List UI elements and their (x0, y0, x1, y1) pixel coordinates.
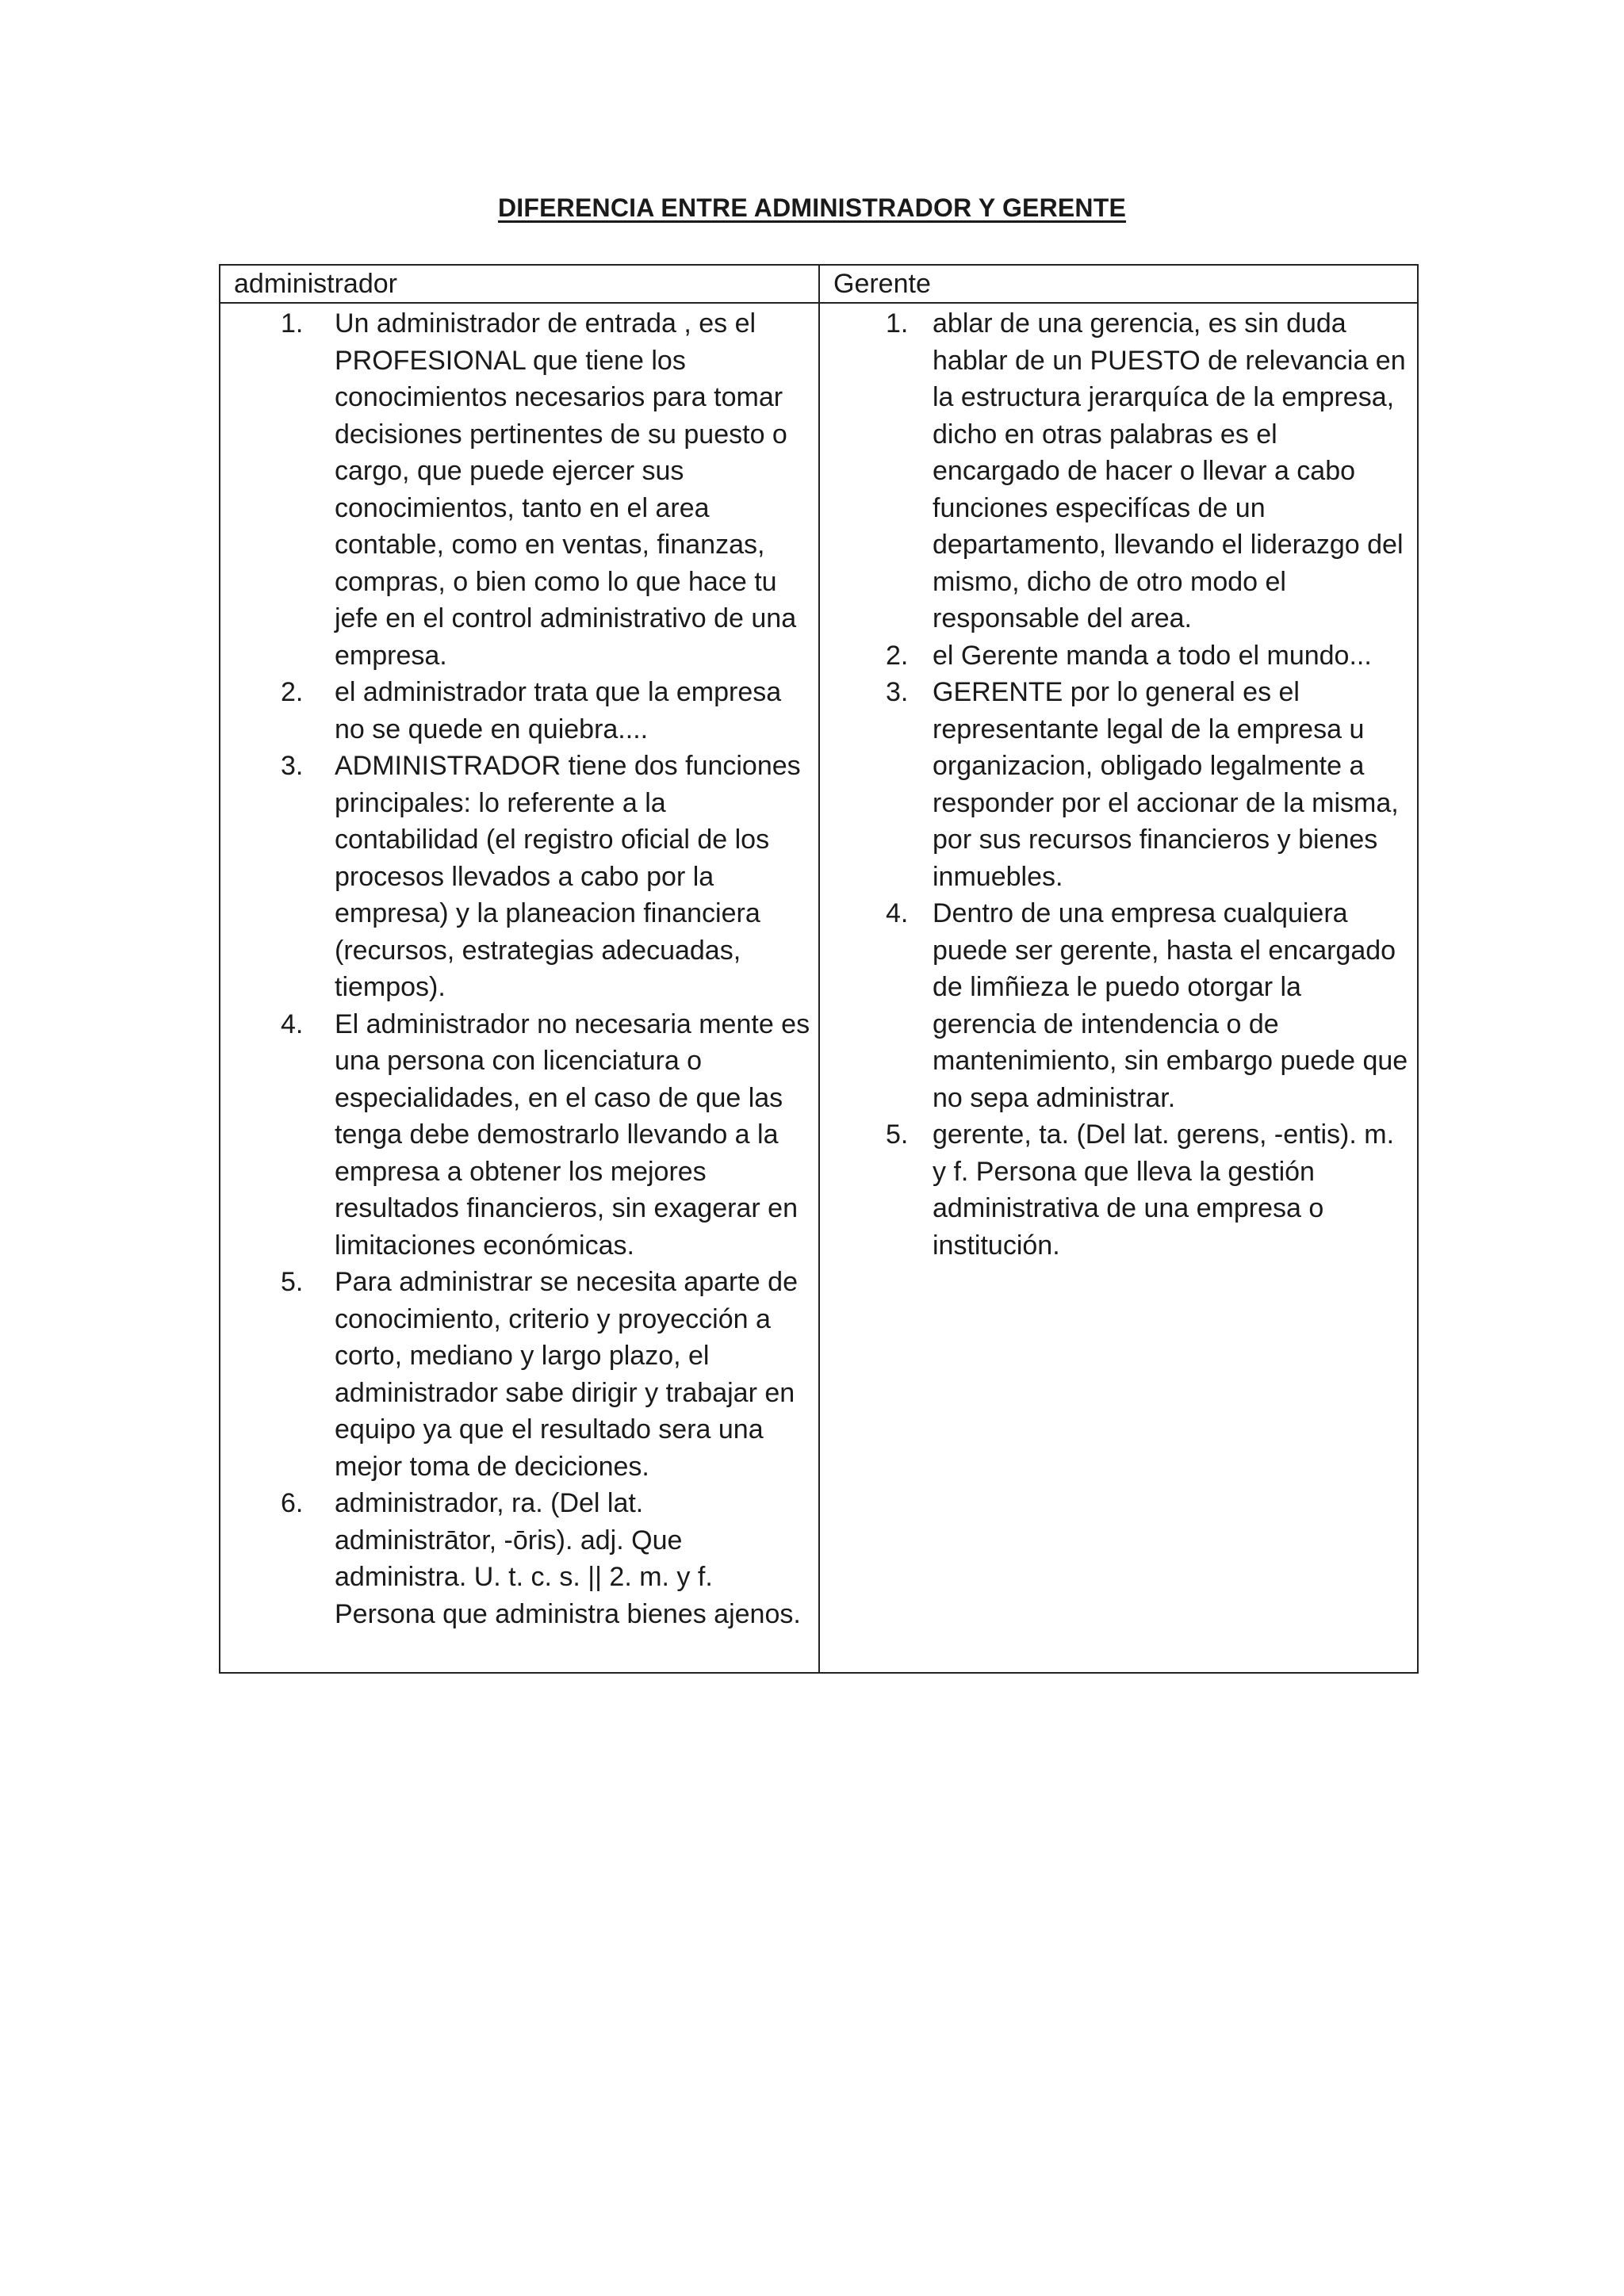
list-number: 4. (886, 898, 909, 928)
list-number: 2. (886, 640, 909, 671)
list-item-text: GERENTE por lo general es el representante legal de la empresa u organizacion, obligado legalmente a responder por el accionar de la misma, por sus recursos financieros y bienes inmuebles. (933, 677, 1399, 892)
list-item (820, 305, 1411, 637)
list-item-text: ADMINISTRADOR tiene dos funciones principales: lo referente a la contabilidad (el registro oficial de los procesos llevados a cabo por la empresa) y la planeacion financiera (recursos, estrategias adecuadas, tiempos). (335, 751, 801, 1002)
table-body-row (220, 303, 1418, 1673)
list-item-text: gerente, ta. (Del lat. gerens, -entis). m. y f. Persona que lleva la gestión administrativa de una empresa o institución. (933, 1119, 1395, 1261)
table-header-row (220, 265, 1418, 303)
list-number: 1. (281, 308, 304, 339)
document-title: DIFERENCIA ENTRE ADMINISTRADOR Y GERENTE (497, 193, 1127, 222)
list-item (220, 674, 812, 748)
list-item (220, 748, 812, 1006)
list-item (220, 1485, 812, 1632)
list-number: 5. (281, 1267, 304, 1297)
list-item (820, 674, 1411, 895)
list-number: 3. (281, 751, 304, 781)
list-item (820, 1116, 1411, 1264)
list-item (220, 1006, 812, 1265)
list-item (820, 637, 1411, 675)
administrador-cell (220, 303, 819, 1673)
list-number: 4. (281, 1008, 304, 1039)
list-item-text: administrador, ra. (Del lat. administrātor, -ōris). adj. Que administra. U. t. c. s. || 2. m. y f. Persona que administra bienes ajenos. (335, 1488, 801, 1629)
column-header-gerente: Gerente (819, 265, 1418, 303)
list-number: 3. (886, 677, 909, 707)
list-item-text: Dentro de una empresa cualquiera puede ser gerente, hasta el encargado de limñieza le puedo otorgar la gerencia de intendencia o de mantenimiento, sin embargo puede que no sepa administrar. (933, 898, 1408, 1113)
gerente-cell (819, 303, 1418, 1673)
list-item (220, 305, 812, 674)
list-item-text: el Gerente manda a todo el mundo... (933, 640, 1372, 671)
list-item-text: Un administrador de entrada , es el PROFESIONAL que tiene los conocimientos necesarios para tomar decisiones pertinentes de su puesto o cargo, que puede ejercer sus conocimientos, tanto en el area contable, como en ventas, finanzas, compras, o bien como lo que hace tu jefe en el control administrativo de una empresa. (335, 308, 797, 671)
list-number: 1. (886, 308, 909, 339)
comparison-table (219, 264, 1419, 1674)
list-item-text: el administrador trata que la empresa no se quede en quiebra.... (335, 677, 782, 744)
list-item (220, 1264, 812, 1485)
list-number: 5. (886, 1119, 909, 1150)
list-item-text: El administrador no necesaria mente es una persona con licenciatura o especialidades, en el caso de que las tenga debe demostrarlo llevando a la empresa a obtener los mejores resultados financieros, sin exagerar en limitaciones económicas. (335, 1008, 810, 1261)
list-item (820, 895, 1411, 1116)
column-header-administrador: administrador (220, 265, 819, 303)
list-number: 6. (281, 1488, 304, 1518)
gerente-list (820, 305, 1411, 1264)
list-item-text: ablar de una gerencia, es sin duda hablar de un PUESTO de relevancia en la estructura jerarquíca de la empresa, dicho en otras palabras es el encargado de hacer o llevar a cabo funciones especifícas de un departamento, llevando el liderazgo del mismo, dicho de otro modo el responsable del area. (933, 308, 1406, 633)
list-item-text: Para administrar se necesita aparte de conocimiento, criterio y proyección a corto, mediano y largo plazo, el administrador sabe dirigir y trabajar en equipo ya que el resultado sera una mejor toma de deciciones. (335, 1267, 798, 1482)
list-number: 2. (281, 677, 304, 707)
administrador-list (220, 305, 812, 1632)
